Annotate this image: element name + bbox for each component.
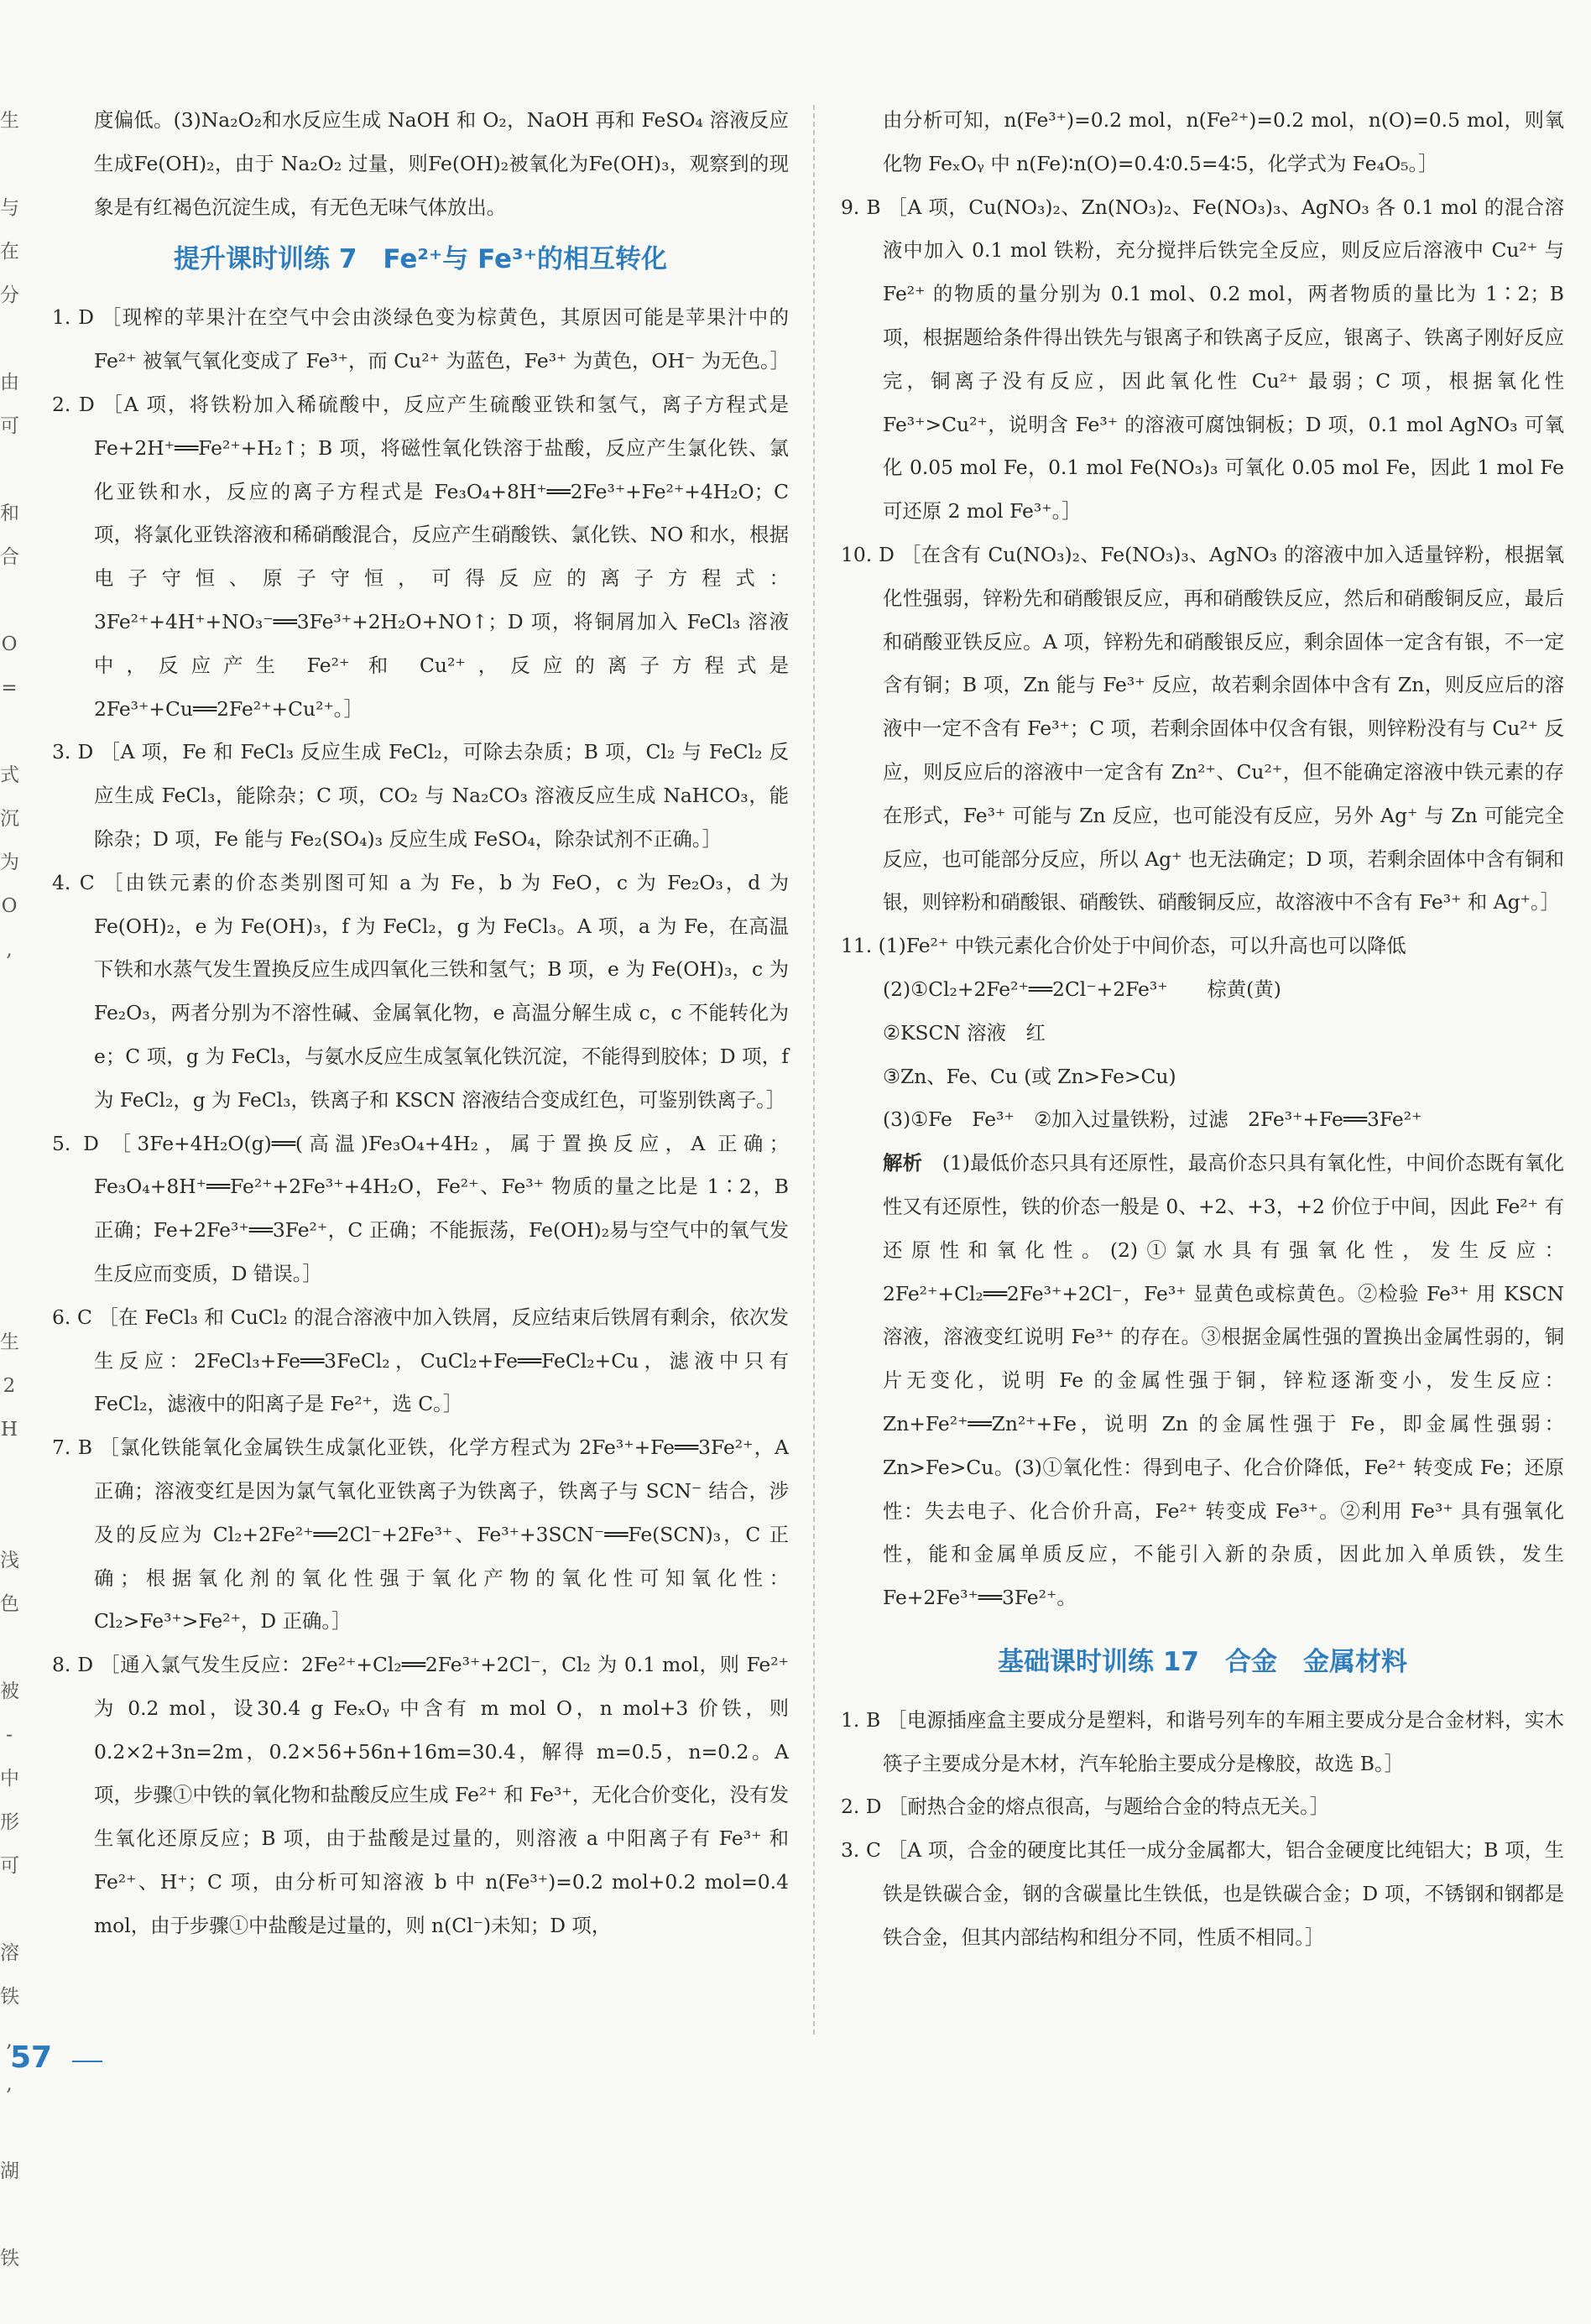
intro-paragraph: 度偏低。(3)Na₂O₂和水反应生成 NaOH 和 O₂，NaOH 再和 FeSO₄ 溶液反应生成Fe(OH)₂，由于 Na₂O₂ 过量，则Fe(OH)₂被氧化为Fe(OH)₃，观察到的现象是有红褐色沉淀生成，有无色无味气体放出。 xyxy=(94,108,789,219)
page-number-rule xyxy=(72,2061,102,2062)
analysis-text: (1)最低价态只具有还原性，最高价态只具有氧化性，中间价态既有氧化性又有还原性，铁的价态一般是 0、+2、+3，+2 价位于中间，因此 Fe²⁺ 有还原性和氧化性。(2)①氯水具有强氧化性，发生反应：2Fe²⁺+Cl₂══2Fe³⁺+2Cl⁻，Fe³⁺ 显黄色或棕黄色。②检验 Fe³⁺ 用 KSCN 溶液，溶液变红说明 Fe³⁺ 的存在。③根据金属性强的置换出金属性弱的，铜片无变化，说明 Fe 的金属性强于铜，锌粒逐渐变小，发生反应：Zn+Fe²⁺══Zn²⁺+Fe，说明 Zn 的金属性强于 Fe，即金属性强弱：Zn>Fe>Cu。(3)①氧化性：得到电子、化合价降低，Fe²⁺ 转变成 Fe；还原性：失去电子、化合价升高，Fe²⁺ 转变成 Fe³⁺。②利用 Fe³⁺ 具有强氧化性，能和金属单质反应，不能引入新的杂质，因此加入单质铁，发生 Fe+2Fe³⁺══3Fe²⁺。 xyxy=(883,1151,1565,1610)
answer-item-s17-3: 3. C ［A 项，合金的硬度比其任一成分金属都大，铝合金硬度比纯铝大；B 项，生铁是铁碳合金，钢的含碳量比生铁低，也是铁碳合金；D 项，不锈钢和钢都是铁合金，但其内部结构和组分不同，性质不相同。］ xyxy=(841,1838,1564,1949)
answer-item-11-part2c: ③Zn、Fe、Cu (或 Zn>Fe>Cu) xyxy=(883,1064,1176,1088)
answer-item-1: 1. D ［现榨的苹果汁在空气中会由淡绿色变为棕黄色，其原因可能是苹果汁中的 Fe²⁺ 被氧气氧化变成了 Fe³⁺，而 Cu²⁺ 为蓝色，Fe³⁺ 为黄色，OH⁻ 为无色。］ xyxy=(52,305,790,373)
section-title-ji-chu-17: 基础课时训练 17 合金 金属材料 xyxy=(998,1646,1407,1677)
analysis-label: 解析 xyxy=(883,1151,923,1175)
answer-item-8: 8. D ［通入氯气发生反应：2Fe²⁺+Cl₂══2Fe³⁺+2Cl⁻，Cl₂ 为 0.1 mol，则 Fe²⁺ 为 0.2 mol，设30.4 g FeₓOᵧ 中含有 m mol O，n mol+3 价铁，则 0.2×2+3n=2m，0.2×56+56n+16m=30.4，解得 m=0.5，n=0.2。A 项，步骤①中铁的氧化物和盐酸反应生成 Fe²⁺ 和 Fe³⁺，无化合价变化，没有发生氧化还原反应；B 项，由于盐酸是过量的，则溶液 a 中阳离子有 Fe³⁺ 和 Fe²⁺、H⁺；C 项，由分析可知溶液 b 中 n(Fe³⁺)=0.2 mol+0.2 mol=0.4 mol，由于步骤①中盐酸是过量的，则 n(Cl⁻)未知；D 项， xyxy=(52,1653,789,1937)
answer-item-2: 2. D ［A 项，将铁粉加入稀硫酸中，反应产生硫酸亚铁和氢气，离子方程式是 Fe+2H⁺══Fe²⁺+H₂↑；B 项，将磁性氧化铁溶于盐酸，反应产生氯化铁、氯化亚铁和水，反应的离子方程式是 Fe₃O₄+8H⁺══2Fe³⁺+Fe²⁺+4H₂O；C 项，将氯化亚铁溶液和稀硝酸混合，反应产生硝酸铁、氯化铁、NO 和水，根据电子守恒、原子守恒，可得反应的离子方程式：3Fe²⁺+4H⁺+NO₃⁻══3Fe³⁺+2H₂O+NO↑；D 项，将铜屑加入 FeCl₃ 溶液中，反应产生 Fe²⁺ 和 Cu²⁺，反应的离子方程式是 2Fe³⁺+Cu══2Fe²⁺+Cu²⁺。］ xyxy=(52,392,789,721)
left-margin-fragment: 生 与 在 分 由 可 和 合 O = 式 沉 为 O , 生 2 H 浅 色 被 - 中 形 可 溶 铁 , , 湖 铁 xyxy=(0,110,19,2269)
answer-item-6: 6. C ［在 FeCl₃ 和 CuCl₂ 的混合溶液中加入铁屑，反应结束后铁屑有剩余，依次发生反应：2FeCl₃+Fe══3FeCl₂，CuCl₂+Fe══FeCl₂+Cu，滤液中只有 FeCl₂，滤液中的阳离子是 Fe²⁺，选 C。］ xyxy=(52,1305,789,1416)
answer-item-11-part2b: ②KSCN 溶液 红 xyxy=(883,1020,1046,1045)
answer-item-5: 5. D ［3Fe+4H₂O(g)══(高温)Fe₃O₄+4H₂，属于置换反应，A 正确；Fe₃O₄+8H⁺══Fe²⁺+2Fe³⁺+4H₂O，Fe²⁺、Fe³⁺ 物质的量之比是 1∶2，B 正确；Fe+2Fe³⁺══3Fe²⁺，C 正确；不能振荡，Fe(OH)₂易与空气中的氧气发生反应而变质，D 错误。］ xyxy=(52,1131,789,1285)
answer-item-10: 10. D ［在含有 Cu(NO₃)₂、Fe(NO₃)₃、AgNO₃ 的溶液中加入适量锌粉，根据氧化性强弱，锌粉先和硝酸银反应，再和硝酸铁反应，然后和硝酸铜反应，最后和硝酸亚铁反应。A 项，锌粉先和硝酸银反应，剩余固体一定含有银，不一定含有铜；B 项，Zn 能与 Fe³⁺ 反应，故若剩余固体中含有 Zn，则反应后的溶液中一定不含有 Fe³⁺；C 项，若剩余固体中仅含有银，则锌粉没有与 Cu²⁺ 反应，则反应后的溶液中一定含有 Zn²⁺、Cu²⁺，但不能确定溶液中铁元素的存在形式，Fe³⁺ 可能与 Zn 反应，也可能没有反应，另外 Ag⁺ 与 Zn 可能完全反应，也可能部分反应，所以 Ag⁺ 也无法确定；D 项，若剩余固体中含有铜和银，则锌粉和硝酸银、硝酸铁、硝酸铜反应，故溶液中不含有 Fe³⁺ 和 Ag⁺。］ xyxy=(841,542,1564,914)
section-title-ti-sheng-7: 提升课时训练 7 Fe²⁺与 Fe³⁺的相互转化 xyxy=(174,244,667,275)
left-column xyxy=(52,99,789,1948)
answer-item-11-part2: (2)①Cl₂+2Fe²⁺══2Cl⁻+2Fe³⁺ 棕黄(黄) xyxy=(883,977,1281,1001)
answer-item-11-analysis xyxy=(841,1142,1564,1620)
answer-item-9: 9. B ［A 项，Cu(NO₃)₂、Zn(NO₃)₂、Fe(NO₃)₃、AgNO₃ 各 0.1 mol 的混合溶液中加入 0.1 mol 铁粉，充分搅拌后铁完全反应，则反应后溶液中 Cu²⁺ 与 Fe²⁺ 的物质的量分别为 0.1 mol、0.2 mol，两者物质的量比为 1∶2；B 项，根据题给条件得出铁先与银离子和铁离子反应，银离子、铁离子刚好反应完，铜离子没有反应，因此氧化性 Cu²⁺ 最弱；C 项，根据氧化性 Fe³⁺>Cu²⁺，说明含 Fe³⁺ 的溶液可腐蚀铜板；D 项，0.1 mol AgNO₃ 可氧化 0.05 mol Fe，0.1 mol Fe(NO₃)₃ 可氧化 0.05 mol Fe，因此 1 mol Fe 可还原 2 mol Fe³⁺。］ xyxy=(841,195,1564,524)
answer-item-s17-1: 1. B ［电源插座盒主要成分是塑料，和谐号列车的车厢主要成分是合金材料，实木筷子主要成分是木材，汽车轮胎主要成分是橡胶，故选 B。］ xyxy=(841,1707,1564,1775)
answer-8-continuation: 由分析可知，n(Fe³⁺)=0.2 mol，n(Fe²⁺)=0.2 mol，n(O)=0.5 mol，则氧化物 FeₓOᵧ 中 n(Fe)∶n(O)=0.4∶0.5=4∶5，化学式为 Fe₄O₅。］ xyxy=(883,108,1564,175)
answer-item-11-part3: (3)①Fe Fe³⁺ ②加入过量铁粉，过滤 2Fe³⁺+Fe══3Fe²⁺ xyxy=(883,1107,1422,1132)
answer-item-3: 3. D ［A 项，Fe 和 FeCl₃ 反应生成 FeCl₂，可除去杂质；B 项，Cl₂ 与 FeCl₂ 反应生成 FeCl₃，能除杂；C 项，CO₂ 与 Na₂CO₃ 溶液反应生成 NaHCO₃，能除杂；D 项，Fe 能与 Fe₂(SO₄)₃ 反应生成 FeSO₄，除杂试剂不正确。］ xyxy=(52,740,789,851)
answer-item-s17-2: 2. D ［耐热合金的熔点很高，与题给合金的特点无关。］ xyxy=(841,1795,1330,1819)
answer-item-4: 4. C ［由铁元素的价态类别图可知 a 为 Fe，b 为 FeO，c 为 Fe₂O₃，d 为 Fe(OH)₂，e 为 Fe(OH)₃，f 为 FeCl₂，g 为 FeCl₃。A 项，a 为 Fe，在高温下铁和水蒸气发生置换反应生成四氧化三铁和氢气；B 项，e 为 Fe(OH)₃，c 为 Fe₂O₃，两者分别为不溶性碱、金属氧化物，e 高温分解生成 c，c 不能转化为 e；C 项，g 为 FeCl₃，与氨水反应生成氢氧化铁沉淀，不能得到胶体；D 项，f 为 FeCl₂，g 为 FeCl₃，铁离子和 KSCN 溶液结合变成红色，可鉴别铁离子。］ xyxy=(52,870,789,1112)
right-column xyxy=(841,99,1564,1960)
answer-item-11-part1: 11. (1)Fe²⁺ 中铁元素化合价处于中间价态，可以升高也可以降低 xyxy=(841,934,1406,958)
column-divider xyxy=(813,105,815,2035)
answer-item-7: 7. B ［氯化铁能氧化金属铁生成氯化亚铁，化学方程式为 2Fe³⁺+Fe══3Fe²⁺，A 正确；溶液变红是因为氯气氧化亚铁离子为铁离子，铁离子与 SCN⁻ 结合，涉及的反应为 Cl₂+2Fe²⁺══2Cl⁻+2Fe³⁺、Fe³⁺+3SCN⁻══Fe(SCN)₃，C 正确；根据氧化剂的氧化性强于氧化产物的氧化性可知氧化性：Cl₂>Fe³⁺>Fe²⁺，D 正确。］ xyxy=(52,1436,789,1634)
page-number: 57 xyxy=(10,2040,53,2075)
